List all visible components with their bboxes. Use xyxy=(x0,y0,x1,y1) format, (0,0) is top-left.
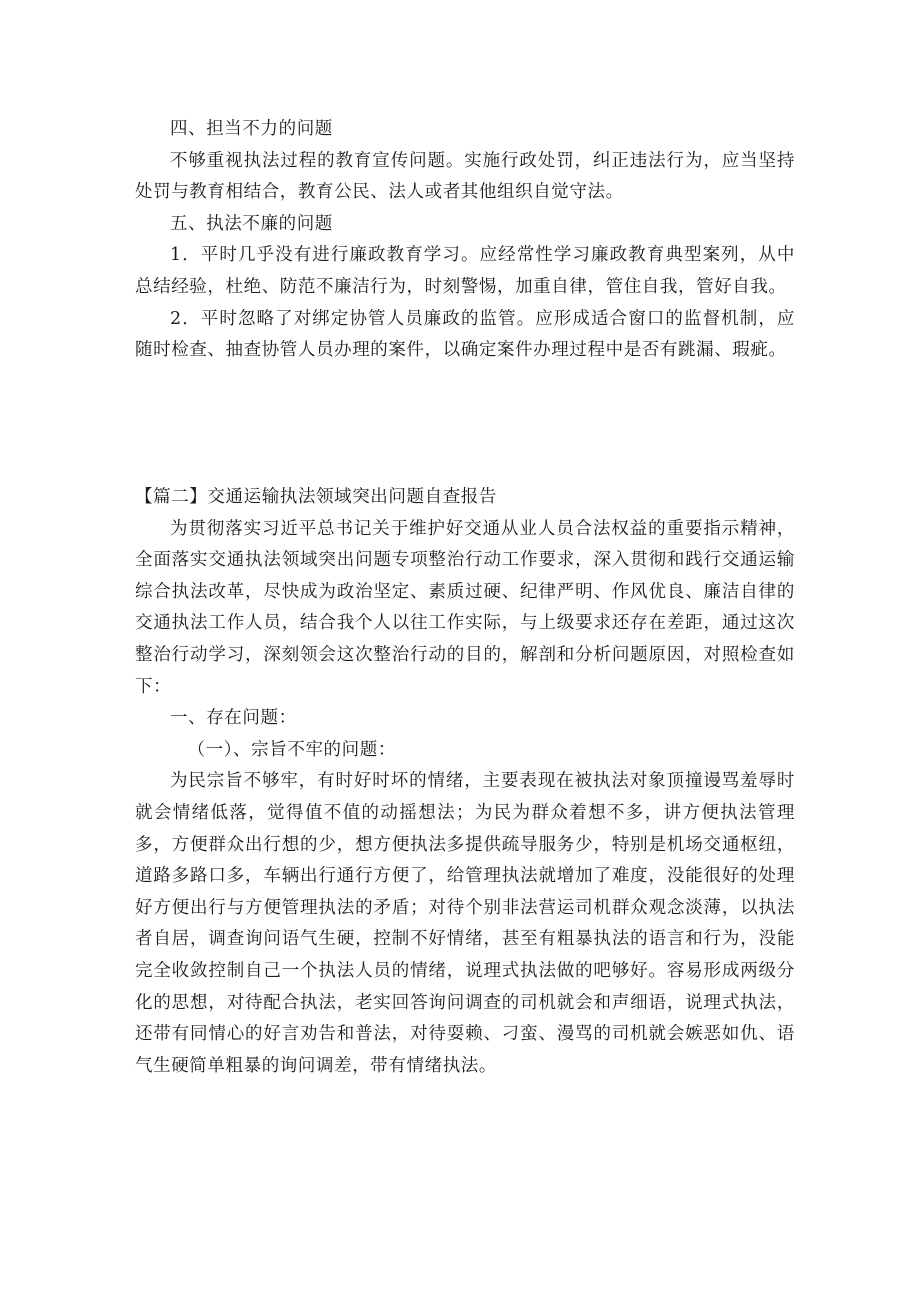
article-title: 【篇二】交通运输执法领域突出问题自查报告 xyxy=(135,487,497,507)
section-part-one xyxy=(135,114,795,367)
intro-paragraph: 为贯彻落实习近平总书记关于维护好交通从业人员合法权益的重要指示精神，全面落实交通执法领域突出问题专项整治行动工作要求，深入贯彻和践行交通运输综合执法改革，尽快成为政治坚定、素质过硬、纪律严明、作风优良、廉洁自律的交通执法工作人员，结合我个人以往工作实际，与上级要求还存在差距，通过这次整治行动学习，深刻领会这次整治行动的目的，解剖和分析问题原因，对照检查如下： xyxy=(135,518,795,697)
heading-four: 四、担当不力的问题 xyxy=(170,119,333,139)
section-heading-one: 一、存在问题： xyxy=(170,708,297,729)
list-item-2: 2．平时忽略了对绑定协管人员廉政的监管。应形成适合窗口的监督机制，应随时检查、抽查协管人员办理的案件，以确定案件办理过程中是否有跳漏、瑕疵。 xyxy=(135,308,795,361)
list-item-1: 1．平时几乎没有进行廉政教育学习。应经常性学习廉政教育典型案列，从中总结经验，杜绝、防范不廉洁行为，时刻警惕，加重自律，管住自我，管好自我。 xyxy=(135,245,795,297)
section-part-two xyxy=(135,482,795,1082)
subsection-heading: （一）、宗旨不牢的问题： xyxy=(187,739,396,760)
paragraph-four: 不够重视执法过程的教育宣传问题。实施行政处罚，纠正违法行为，应当坚持处罚与教育相结合，教育公民、法人或者其他组织自觉守法。 xyxy=(135,150,795,203)
body-paragraph: 为民宗旨不够牢，有时好时坏的情绪，主要表现在被执法对象顶撞谩骂羞辱时就会情绪低落，觉得值不值的动摇想法；为民为群众着想不多，讲方便执法管理多，方便群众出行想的少，想方便执法多提供疏导服务少，特别是机场交通枢纽，道路多路口多，车辆出行通行方便了，给管理执法就增加了难度，没能很好的处理好方便出行与方便管理执法的矛盾；对待个别非法营运司机群众观念淡薄，以执法者自居，调查询问语气生硬，控制不好情绪，甚至有粗暴执法的语言和行为，没能完全收敛控制自己一个执法人员的情绪，说理式执法做的吧够好。容易形成两级分化的思想，对待配合执法，老实回答询问调查的司机就会和声细语，说理式执法，还带有同情心的好言劝告和普法，对待耍赖、刁蛮、漫骂的司机就会嫉恶如仇、语气生硬简单粗暴的询问调差，带有情绪执法。 xyxy=(135,771,795,1076)
heading-five: 五、执法不廉的问题 xyxy=(170,213,333,234)
